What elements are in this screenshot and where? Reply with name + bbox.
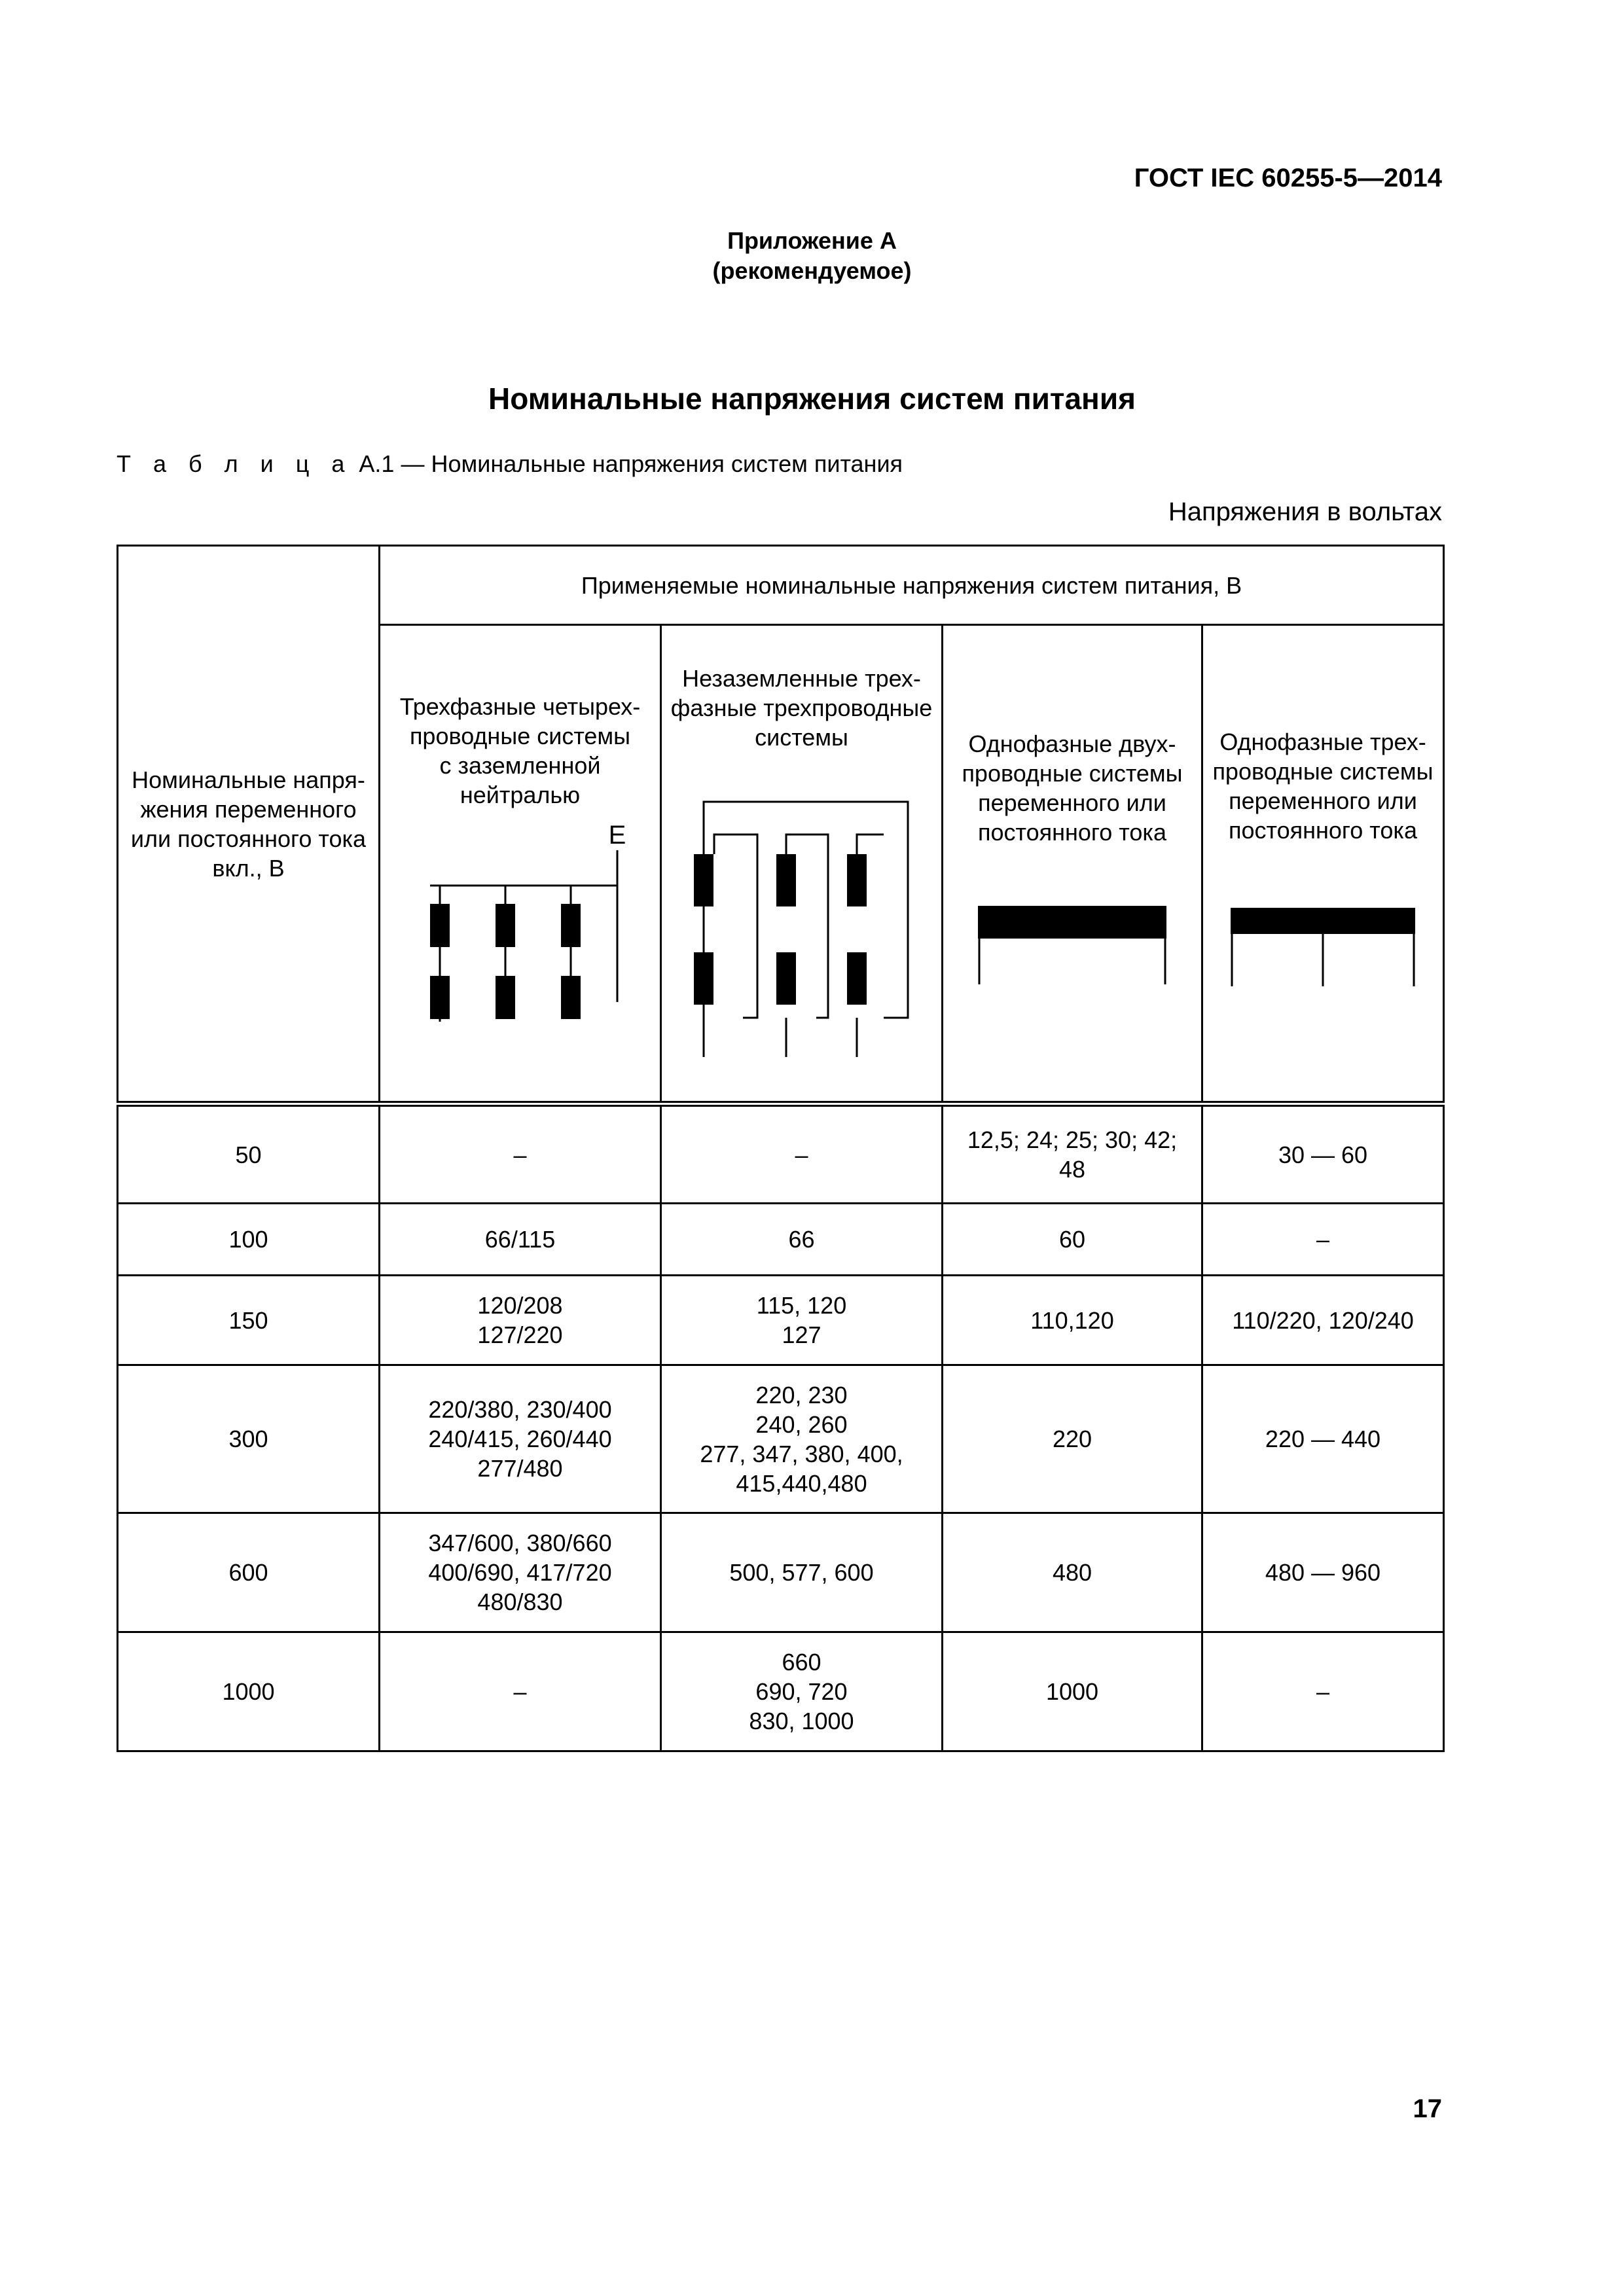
value-line: – (795, 1141, 808, 1168)
system-header-line: с заземленной (439, 752, 601, 779)
single-phase-two-wire-diagram (974, 906, 1170, 997)
value-line: 660 (782, 1649, 821, 1676)
system-header-line: Трехфазные четырех- (399, 693, 641, 720)
system-header-single-phase-two-wire (943, 625, 1202, 1104)
system-header-line: Однофазные трех- (1219, 728, 1426, 755)
value-line: 220 (1052, 1426, 1092, 1452)
winding-element (694, 952, 713, 1005)
value-cell (943, 1513, 1202, 1632)
system-header-line: нейтралью (460, 781, 581, 808)
table-caption (117, 450, 903, 478)
value-cell (661, 1104, 943, 1204)
value-cell (1202, 1365, 1444, 1513)
system-header-single-phase-three-wire (1202, 625, 1444, 1104)
table-row (118, 1276, 1444, 1365)
page-title: Номинальные напряжения систем питания (488, 382, 1136, 416)
value-line: 66/115 (484, 1226, 556, 1253)
row-header-line: вкл., В (212, 854, 285, 882)
three-phase-four-wire-diagram (409, 819, 632, 1035)
value-line: – (1316, 1678, 1330, 1705)
nominal-voltage-cell: 150 (118, 1276, 380, 1365)
value-line: 347/600, 380/660 (428, 1530, 612, 1556)
value-cell (380, 1276, 661, 1365)
value-cell (1202, 1513, 1444, 1632)
winding-element (847, 854, 867, 906)
table-row (118, 1365, 1444, 1513)
system-header-three-phase-ungrounded (661, 625, 943, 1104)
winding-element (776, 854, 796, 906)
appendix-label: Приложение А (727, 227, 897, 254)
system-header-line: постоянного тока (1229, 817, 1417, 844)
value-line: – (513, 1141, 527, 1168)
phase-branch (496, 886, 515, 1019)
value-line: 830, 1000 (749, 1708, 854, 1734)
phase-branch (561, 886, 581, 1019)
value-line: 240, 260 (755, 1410, 848, 1438)
three-phase-three-wire-diagram (671, 789, 933, 1064)
nominal-voltage-cell: 50 (118, 1104, 380, 1204)
value-line: 220/380, 230/400 (428, 1396, 612, 1423)
value-line: 480 — 960 (1265, 1559, 1381, 1586)
value-cell (943, 1204, 1202, 1276)
table-row (118, 1204, 1444, 1276)
value-cell (380, 1104, 661, 1204)
value-cell (380, 1513, 661, 1632)
table-caption-prefix: Т а б л и ц а (117, 450, 353, 477)
value-cell (943, 1276, 1202, 1365)
appendix-heading (0, 226, 1624, 286)
table-row (118, 1632, 1444, 1751)
value-line: 127/220 (477, 1321, 563, 1348)
value-cell (943, 1365, 1202, 1513)
value-line: 120/208 (477, 1292, 563, 1319)
nominal-voltage-cell: 1000 (118, 1632, 380, 1751)
value-cell (380, 1204, 661, 1276)
system-header-line: проводные системы (1212, 758, 1434, 785)
value-cell (1202, 1276, 1444, 1365)
winding-element (776, 952, 796, 1005)
system-header-line: фазные трехпроводные (670, 694, 933, 721)
value-line: – (1316, 1226, 1330, 1253)
source-bar (1231, 908, 1415, 934)
value-line: 220, 230 (755, 1381, 848, 1408)
value-line: 220 — 440 (1265, 1426, 1381, 1452)
group-header: Применяемые номинальные напряжения систем питания, В (380, 546, 1444, 625)
phase-branch (430, 886, 450, 1022)
system-header-line: переменного или (1229, 787, 1417, 814)
value-cell (1202, 1104, 1444, 1204)
system-header-line: проводные системы (409, 723, 631, 749)
value-line: 115, 120 (756, 1292, 847, 1319)
value-line: 277, 347, 380, 400, (700, 1440, 903, 1467)
value-line: 415,440,480 (736, 1469, 867, 1497)
row-header-line: или постоянного тока (130, 825, 367, 852)
value-cell (943, 1632, 1202, 1751)
value-line: 60 (1058, 1226, 1086, 1253)
value-line: 400/690, 417/720 (428, 1559, 612, 1586)
value-line: 480 (1052, 1559, 1092, 1586)
units-note: Напряжения в вольтах (1168, 497, 1442, 526)
value-line: 240/415, 260/440 (428, 1426, 612, 1452)
source-bar (978, 906, 1166, 939)
delta-wiring (704, 802, 908, 1057)
row-header-line: жения переменного (140, 795, 357, 823)
system-header-line: системы (755, 723, 848, 751)
system-header-line: проводные системы (962, 760, 1183, 787)
value-cell (380, 1632, 661, 1751)
page-number: 17 (1413, 2094, 1442, 2123)
winding-element (847, 952, 867, 1005)
value-line: 480/830 (477, 1588, 563, 1615)
value-line: 127 (782, 1321, 821, 1348)
nominal-voltage-cell: 100 (118, 1204, 380, 1276)
row-header-cell (118, 546, 380, 1104)
value-line: 277/480 (477, 1455, 563, 1482)
value-line: 66 (788, 1226, 815, 1253)
system-header-line: переменного или (978, 789, 1166, 816)
row-header-line: Номинальные напря- (132, 766, 365, 793)
table-row (118, 1104, 1444, 1204)
value-cell (943, 1104, 1202, 1204)
system-header-line: Незаземленные трех- (682, 664, 921, 692)
value-line: 48 (1058, 1156, 1086, 1183)
standard-code: ГОСТ IEC 60255-5—2014 (1134, 164, 1442, 192)
value-cell (661, 1632, 943, 1751)
voltage-table (117, 545, 1445, 1752)
value-line: 500, 577, 600 (729, 1559, 874, 1586)
value-line: 12,5; 24; 25; 30; 42; (967, 1126, 1178, 1153)
value-cell (1202, 1632, 1444, 1751)
system-header-line: постоянного тока (978, 819, 1166, 846)
value-cell (661, 1276, 943, 1365)
system-header-line: Однофазные двух- (968, 730, 1176, 757)
system-header-three-phase-grounded (380, 625, 661, 1104)
value-line: 690, 720 (755, 1678, 848, 1705)
single-phase-three-wire-diagram (1228, 908, 1418, 999)
value-line: 30 — 60 (1278, 1141, 1368, 1168)
table-row (118, 1513, 1444, 1632)
neutral-label: E (608, 821, 626, 850)
table-caption-text: А.1 — Номинальные напряжения систем питания (359, 450, 903, 477)
value-cell (661, 1365, 943, 1513)
value-cell (661, 1513, 943, 1632)
value-cell (380, 1365, 661, 1513)
nominal-voltage-cell: 600 (118, 1513, 380, 1632)
value-line: – (513, 1678, 527, 1705)
nominal-voltage-cell: 300 (118, 1365, 380, 1513)
value-line: 110/220, 120/240 (1232, 1306, 1414, 1334)
value-cell (1202, 1204, 1444, 1276)
value-line: 1000 (1045, 1678, 1099, 1705)
value-line: 110,120 (1030, 1306, 1114, 1334)
appendix-status: (рекомендуемое) (712, 257, 912, 284)
value-cell (661, 1204, 943, 1276)
winding-element (694, 854, 713, 906)
